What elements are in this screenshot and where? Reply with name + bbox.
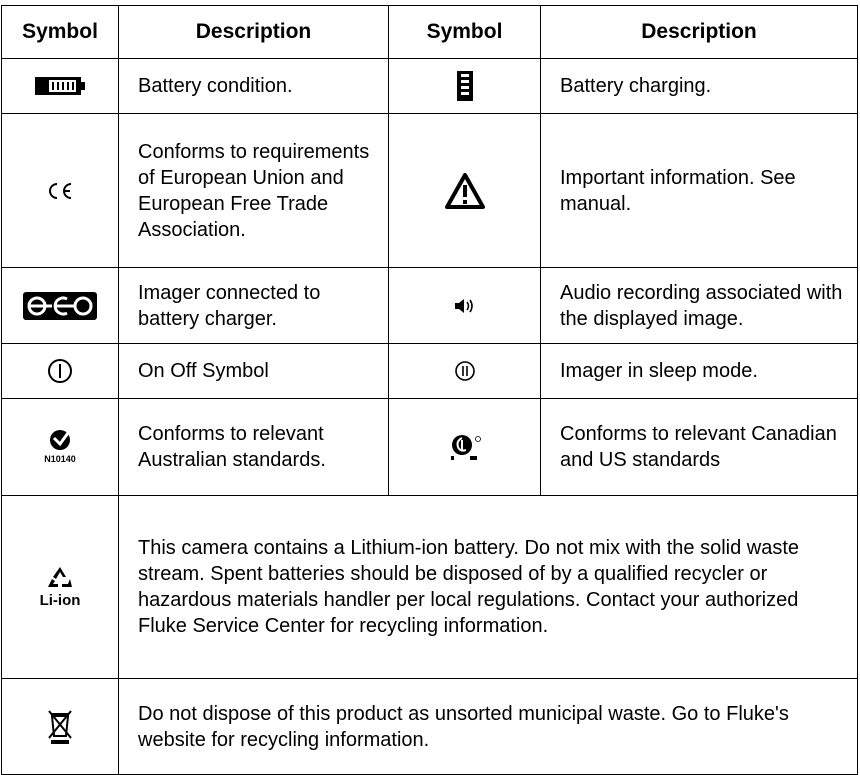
- symbol-cell: [2, 59, 119, 114]
- recycle-icon: [46, 565, 74, 591]
- symbol-cell: [389, 268, 541, 344]
- description-header: Description: [541, 6, 858, 59]
- symbol-cell: [2, 344, 119, 399]
- description-cell: Imager connected to battery charger.: [119, 268, 389, 344]
- table-row: [2, 59, 858, 114]
- symbol-header: Symbol: [389, 6, 541, 59]
- description-cell: This camera contains a Lithium-ion battery. Do not mix with the solid waste stream. Spent batteries should be disposed of by a qualified recycler or hazardous materials handler per local regulations. Contact your authorized Fluke Service Center for recycling information.: [119, 496, 858, 679]
- audio-icon: [454, 297, 476, 315]
- csa-icon: [447, 432, 483, 462]
- table-header-row: [2, 6, 858, 59]
- symbol-cell: [2, 114, 119, 268]
- description-cell: Conforms to requirements of European Union and European Free Trade Association.: [119, 114, 389, 268]
- table-row: [2, 114, 858, 268]
- weee-bin-icon: [48, 709, 72, 745]
- symbol-cell: [2, 496, 119, 679]
- description-cell: Conforms to relevant Canadian and US standards: [541, 399, 858, 496]
- symbol-cell: [389, 114, 541, 268]
- battery-condition-icon: [35, 75, 85, 97]
- battery-charging-icon: [457, 71, 473, 101]
- table-row: [2, 496, 858, 679]
- on-off-icon: [47, 358, 73, 384]
- symbol-cell: [2, 399, 119, 496]
- ce-mark-icon: [46, 181, 74, 201]
- li-ion-label: Li-ion: [39, 592, 81, 609]
- ctick-code: N10140: [44, 454, 76, 464]
- table-row: [2, 399, 858, 496]
- description-cell: On Off Symbol: [119, 344, 389, 399]
- charger-connected-icon: [23, 292, 97, 320]
- description-cell: Important information. See manual.: [541, 114, 858, 268]
- description-cell: Battery charging.: [541, 59, 858, 114]
- table-row: [2, 268, 858, 344]
- ctick-icon: [35, 429, 85, 465]
- symbol-header: Symbol: [2, 6, 119, 59]
- table-row: [2, 679, 858, 775]
- symbol-cell: [389, 399, 541, 496]
- description-cell: Imager in sleep mode.: [541, 344, 858, 399]
- symbol-cell: [389, 59, 541, 114]
- symbols-table: [1, 5, 858, 775]
- sleep-mode-icon: [454, 360, 476, 382]
- description-header: Description: [119, 6, 389, 59]
- warning-triangle-icon: [445, 173, 485, 209]
- description-cell: Battery condition.: [119, 59, 389, 114]
- symbol-cell: [2, 679, 119, 775]
- table-row: [2, 344, 858, 399]
- description-cell: Conforms to relevant Australian standards.: [119, 399, 389, 496]
- symbol-cell: [2, 268, 119, 344]
- description-cell: Do not dispose of this product as unsorted municipal waste. Go to Fluke's website for recycling information.: [119, 679, 858, 775]
- symbol-cell: [389, 344, 541, 399]
- description-cell: Audio recording associated with the displayed image.: [541, 268, 858, 344]
